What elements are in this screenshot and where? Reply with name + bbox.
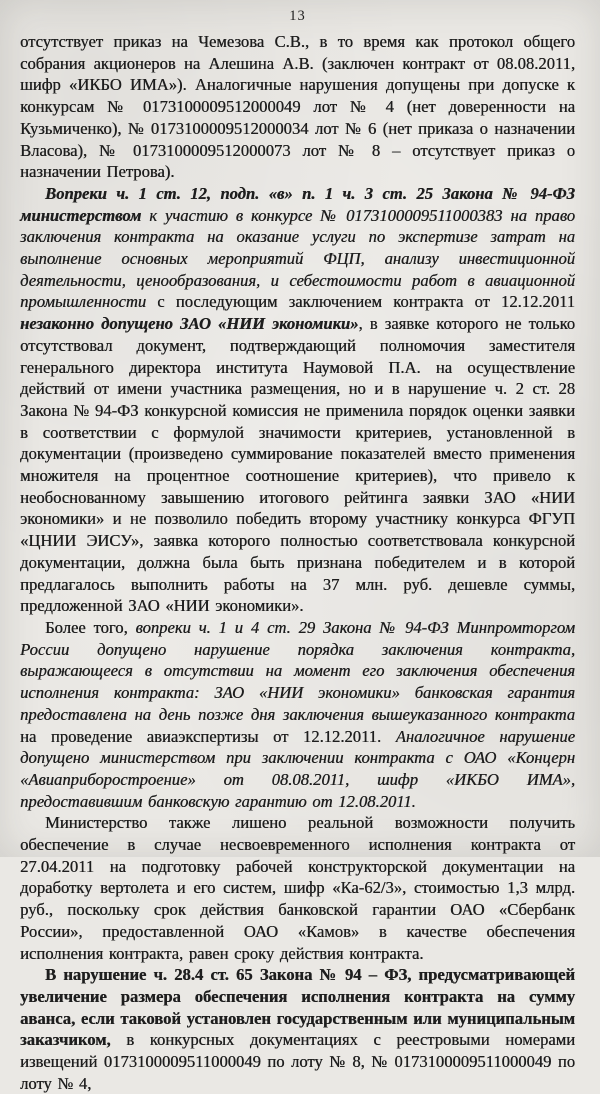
text-segment: в конкурсных документациях с реестровыми номерами извещений 0173100009511000049 по лоту № 8, № 0173100009511000049 по лоту № 4, — [20, 1030, 575, 1093]
paragraph — [20, 812, 575, 964]
text-segment: отсутствует приказ на Чемезова С.В., в то время как протокол общего собрания акционеров на Алешина А.В. (заключен контракт от 08.08.2011, шифр «ИКБО ИМА»). Аналогичные нарушения допущены при допуске к конкурсам № 0173100009512000049 лот № 4 (нет доверенности на Кузьмиченко), № 0173100009512000034 лот № 6 (нет приказа о назначении Власова), № 0173100009512000073 лот № 8 – отсутствует приказ о назначении Петрова). — [20, 32, 575, 182]
text-segment: вопреки ч. 1 и 4 ст. 29 Закона № 94-ФЗ Минпромторгом России допущено нарушение порядка заключения контракта, выражающееся в отсутствии на момент его заключения обеспечения исполнения контракта: ЗАО «НИИ экономики» банковская гарантия предоставлена на день позже дня заключения вышеуказанного контракта — [20, 617, 575, 724]
document-body — [20, 31, 575, 1094]
text-segment: к участию в конкурсе № 0173100009511000383 на право заключения контракта на оказание услуги по экспертизе затрат на выполнение основных мероприятий ФЦП, анализу инвестиционной деятельности, ценообразования, и себестоимости работ в авиационной промышленности — [20, 205, 575, 312]
text-segment: Аналогичное нарушение допущено министерством при заключении контракта с ОАО «Концерн «Авиаприборостроение» от 08.08.2011, шифр «ИКБО ИМА», предоставившим банковскую гарантию от 12.08.2011. — [20, 726, 575, 811]
text-segment: незаконно допущено ЗАО «НИИ экономики» — [20, 314, 359, 334]
paragraph — [20, 183, 575, 617]
text-segment: Вопреки ч. 1 ст. 12, подп. «в» п. 1 ч. 3 ст. 25 Закона № 94-ФЗ министерством — [20, 183, 575, 225]
text-segment: Министерство также лишено реальной возможности получить обеспечение в случае несвоевременного исполнения контракта от 27.04.2011 на подготовку рабочей конструкторской документации на доработку вертолета и его систем, шифр «Ка-62/3», стоимостью 1,3 млрд. руб., поскольку срок действия банковской гарантии ОАО «Сбербанк России», предоставленной ОАО «Камов» в качестве обеспечения исполнения контракта, равен сроку действия контракта. — [20, 813, 575, 963]
paragraph — [20, 964, 575, 1094]
text-segment: на проведение авиаэкспертизы от 12.12.2011. — [20, 726, 396, 746]
text-segment: , в заявке которого не только отсутствовал документ, подтверждающий полномочия заместителя генерального директора института Наумовой П.А. на осуществление действий от имени участника размещения, но и в нарушение ч. 2 ст. 28 Закона № 94-ФЗ конкурсной комиссия не применила порядок оценки заявки в соответствии с формулой значимости критериев, установленной в документации (произведено суммирование показателей вместо применения множителя на процентное соотношение критериев), что привело к необоснованному завышению итогового рейтинга заявки ЗАО «НИИ экономики» и не позволило победить второму участнику конкурса ФГУП «ЦНИИ ЭИСУ», заявка которого полностью соответствовала конкурсной документации, должна была быть признана победителем и в которой предлагалось выполнить работы на 37 млн. руб. дешевле суммы, предложенной ЗАО «НИИ экономики». — [20, 314, 575, 616]
page-number: 13 — [289, 8, 306, 24]
text-segment: Более того, — [45, 617, 136, 637]
paragraph — [20, 617, 575, 812]
paragraph — [20, 31, 575, 183]
text-segment: с последующим заключением контракта от 12.12.2011 — [157, 292, 575, 312]
text-segment: В нарушение ч. 28.4 ст. 65 Закона № 94 – ФЗ, предусматривающей увеличение размера обеспечения исполнения контракта на сумму аванса, если таковой установлен государственным или муниципальным заказчиком, — [20, 965, 575, 1050]
